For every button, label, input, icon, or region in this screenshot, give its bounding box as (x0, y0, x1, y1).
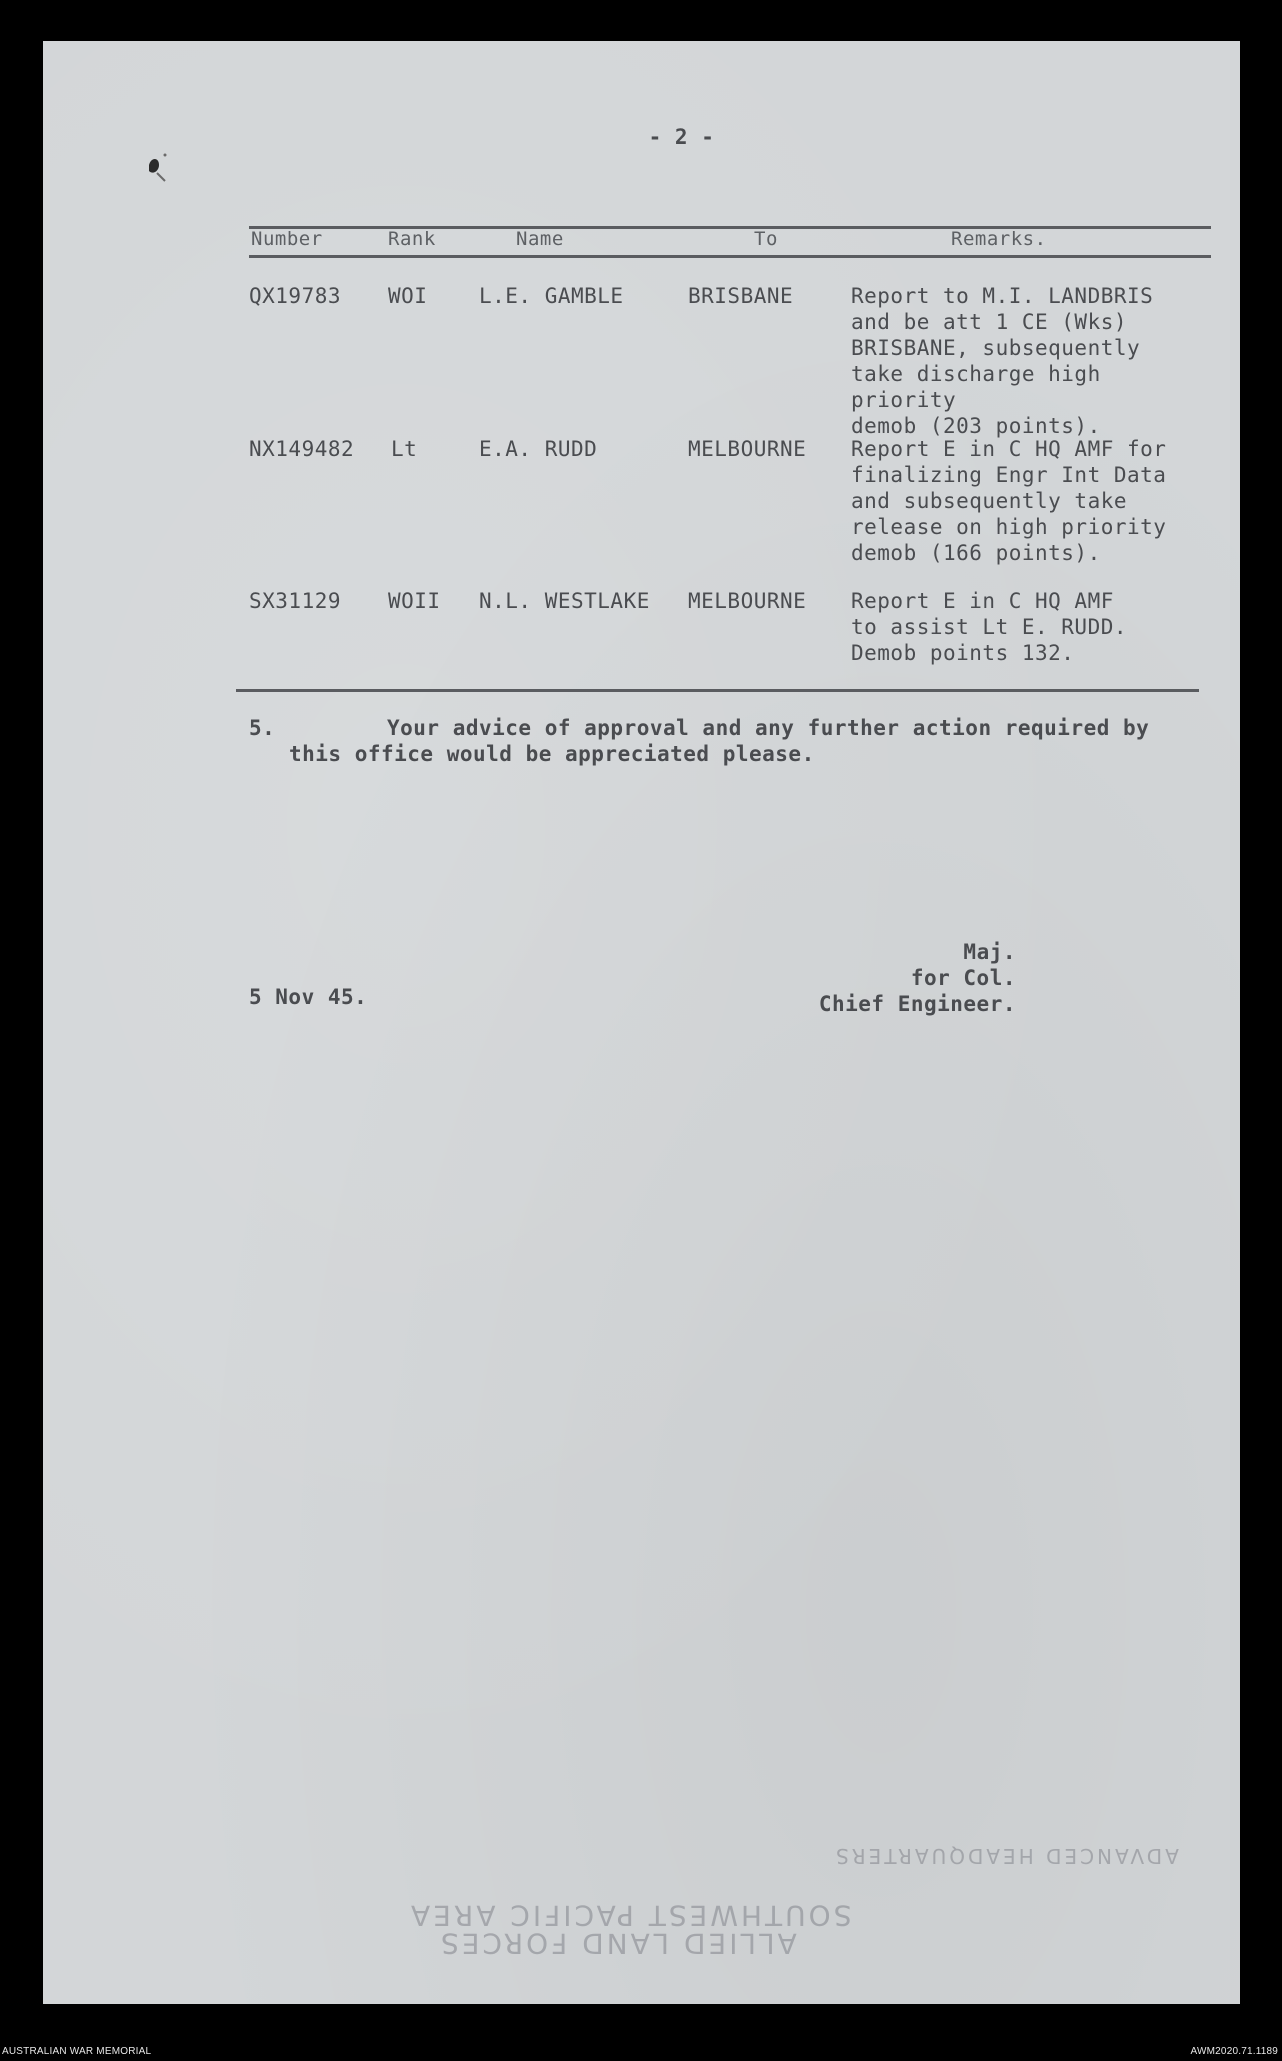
table-bottom-rule (236, 689, 1199, 692)
stamp-southwest-pacific-area: SOUTHWEST PACIFIC AREA (408, 1899, 852, 1932)
paragraph-number: 5. (249, 716, 276, 740)
cell-number: NX149482 (249, 437, 355, 461)
footer-archive-name: AUSTRALIAN WAR MEMORIAL (2, 2046, 152, 2057)
column-header-remarks: Remarks. (951, 228, 1047, 250)
cell-number: QX19783 (249, 284, 342, 308)
cell-remarks: Report E in C HQ AMF to assist Lt E. RUDD. Demob points 132. (851, 589, 1128, 665)
paragraph-line-1: Your advice of approval and any further action required by (387, 716, 1150, 740)
signature-block (819, 939, 1016, 1017)
column-header-name: Name (516, 228, 564, 250)
column-header-number: Number (251, 228, 323, 250)
cell-to: MELBOURNE (688, 437, 807, 461)
document-page (43, 41, 1240, 2004)
document-date: 5 Nov 45. (249, 985, 368, 1009)
cell-rank: WOI (388, 284, 428, 308)
cell-remarks: Report E in C HQ AMF for finalizing Engr Int Data and subsequently take release on high priority demob (166 points). (851, 437, 1167, 565)
cell-name: L.E. GAMBLE (479, 284, 624, 308)
cell-name: N.L. WESTLAKE (479, 589, 650, 613)
paragraph-line-2: this office would be appreciated please. (289, 742, 815, 766)
stamp-allied-land-forces: ALLIED LAND FORCES (438, 1927, 797, 1960)
page-number: - 2 - (648, 125, 715, 149)
cell-rank: Lt (391, 437, 418, 461)
cell-name: E.A. RUDD (479, 437, 598, 461)
cell-rank: WOII (388, 589, 441, 613)
signature-for: for Col. (910, 966, 1016, 990)
ink-smudge-mark (135, 147, 175, 187)
cell-number: SX31129 (249, 589, 342, 613)
table-header-rule (249, 255, 1211, 258)
cell-to: MELBOURNE (688, 589, 807, 613)
column-header-to: To (754, 228, 778, 250)
signature-title: Chief Engineer. (818, 992, 1016, 1016)
cell-to: BRISBANE (688, 284, 794, 308)
cell-remarks: Report to M.I. LANDBRIS and be att 1 CE (Wks) BRISBANE, subsequently take discharge high priority demob (203 points). (851, 284, 1154, 438)
column-header-rank: Rank (388, 228, 436, 250)
signature-rank: Maj. (963, 940, 1016, 964)
footer-item-id: AWM2020.71.1189 (1190, 2046, 1278, 2057)
stamp-advanced-headquarters: ADVANCED HEADQUARTERS (833, 1844, 1179, 1868)
